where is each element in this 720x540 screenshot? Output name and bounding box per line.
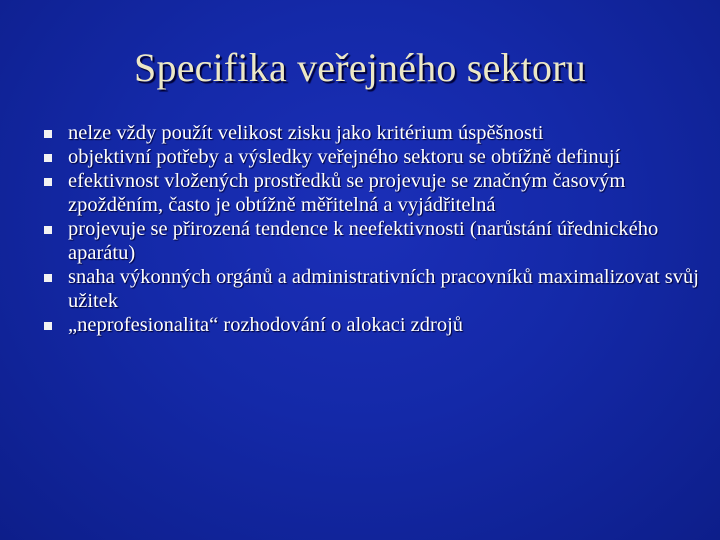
square-bullet-icon — [44, 178, 52, 186]
square-bullet-icon — [44, 274, 52, 282]
square-bullet-icon — [44, 154, 52, 162]
list-item — [44, 121, 704, 145]
bullet-text: snaha výkonných orgánů a administrativních pracovníků maximalizovat svůj užitek — [68, 266, 699, 312]
bullet-text: „neprofesionalita“ rozhodování o alokaci zdrojů — [68, 314, 464, 336]
bullet-list — [44, 121, 704, 337]
square-bullet-icon — [44, 130, 52, 138]
square-bullet-icon — [44, 226, 52, 234]
list-item — [44, 265, 704, 313]
slide-title: Specifika veřejného sektoru — [134, 45, 586, 90]
square-bullet-icon — [44, 322, 52, 330]
list-item — [44, 169, 704, 217]
bullet-text: efektivnost vložených prostředků se projevuje se značným časovým zpožděním, často je obtížně měřitelná a vyjádřitelná — [68, 170, 626, 216]
list-item — [44, 145, 704, 169]
bullet-text: objektivní potřeby a výsledky veřejného sektoru se obtížně definují — [68, 146, 621, 168]
bullet-text: nelze vždy použít velikost zisku jako kritérium úspěšnosti — [68, 122, 544, 144]
bullet-text: projevuje se přirozená tendence k neefektivnosti (narůstání úřednického aparátu) — [68, 218, 659, 264]
list-item — [44, 217, 704, 265]
list-item — [44, 313, 704, 337]
